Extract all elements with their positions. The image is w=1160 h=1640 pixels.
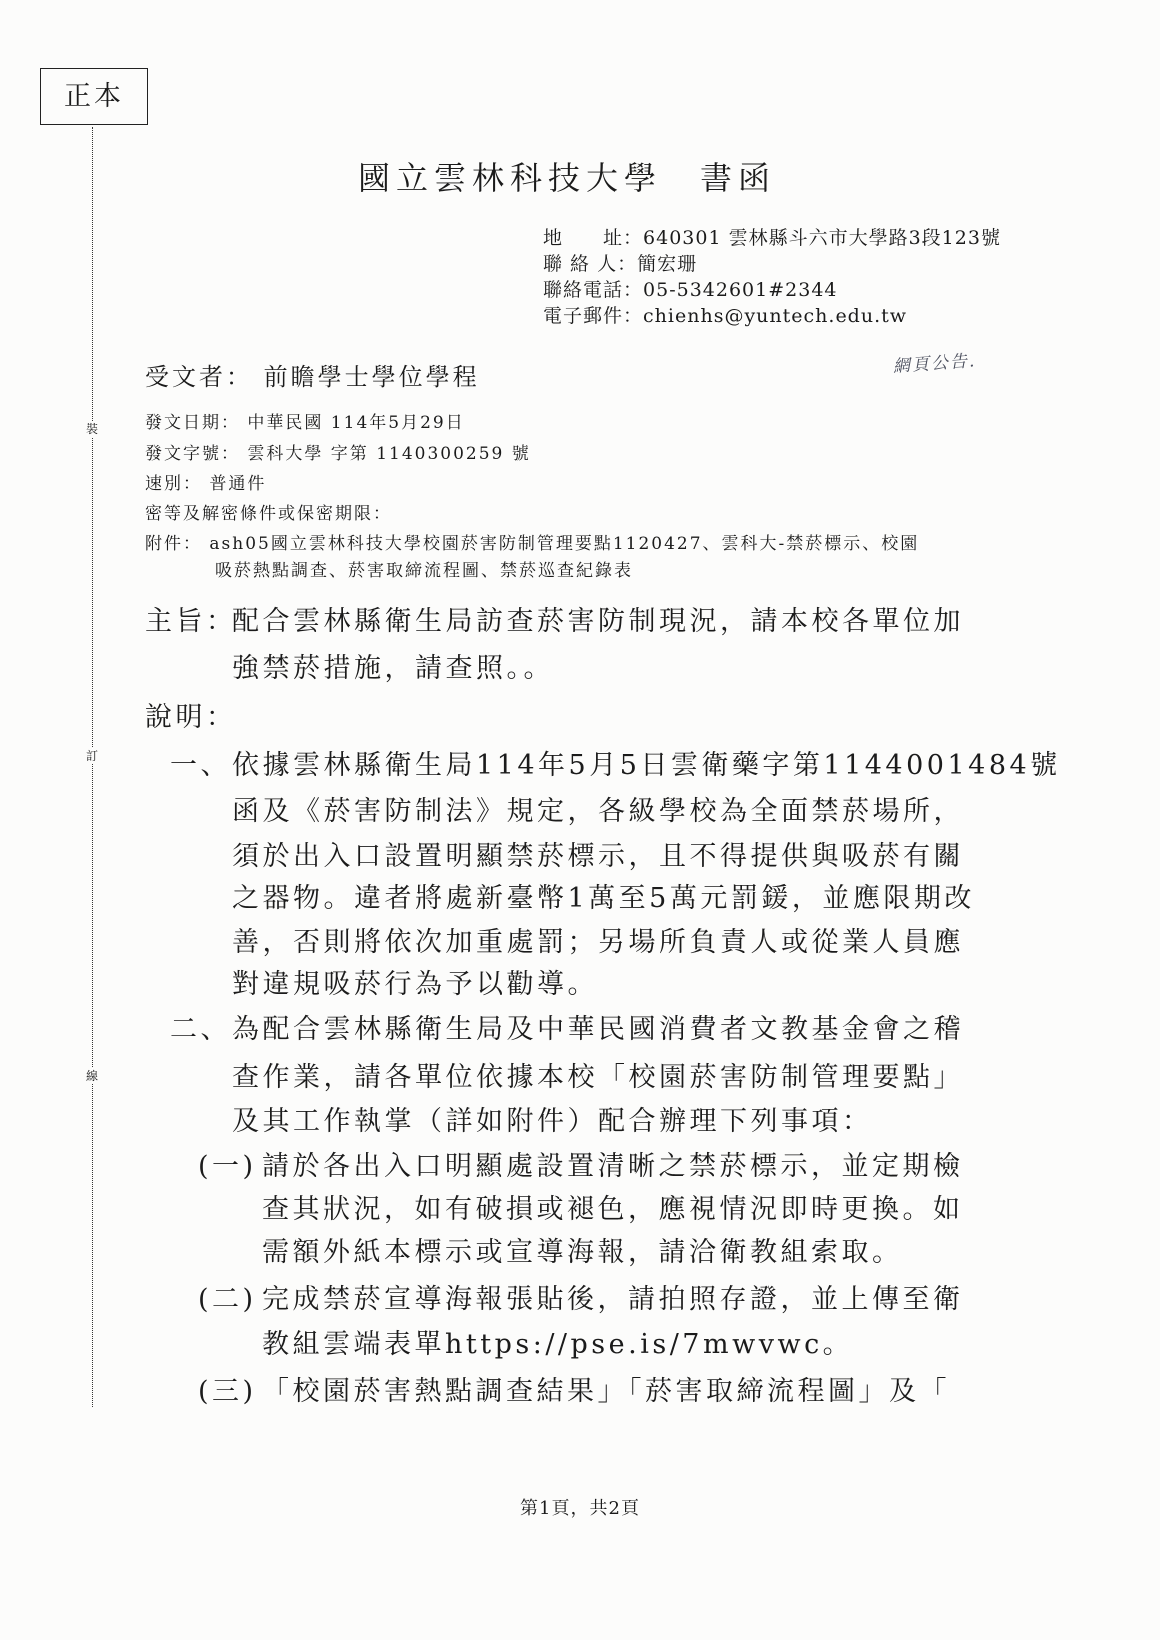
stamp-label: 正本 bbox=[64, 81, 124, 112]
item-1-line: 善，否則將依次加重處罰；另場所負責人或從業人員應 bbox=[232, 927, 964, 958]
subitem-marker: (一) bbox=[198, 1151, 257, 1182]
contact-phone-label: 聯絡電話： bbox=[543, 279, 644, 301]
urgency-label: 速別： bbox=[145, 474, 202, 494]
subject-line: 配合雲林縣衛生局訪查菸害防制現況，請本校各單位加 bbox=[232, 606, 964, 637]
contact-address bbox=[543, 229, 1001, 248]
subitem-2-line: 完成禁菸宣導海報張貼後，請拍照存證，並上傳至衛 bbox=[262, 1284, 964, 1315]
item-1-line: 須於出入口設置明顯禁菸標示，且不得提供與吸菸有關 bbox=[232, 841, 964, 872]
recipient-label: 受文者： bbox=[145, 363, 253, 391]
contact-person-value: 簡宏珊 bbox=[637, 253, 698, 275]
subitem-1-line: 需額外紙本標示或宣導海報，請洽衛教組索取。 bbox=[262, 1237, 903, 1268]
item-1-line: 之器物。違者將處新臺幣1萬至5萬元罰鍰，並應限期改 bbox=[232, 883, 975, 914]
binding-mark-ding: 訂 bbox=[86, 749, 99, 763]
item-2-line: 為配合雲林縣衛生局及中華民國消費者文教基金會之稽 bbox=[232, 1014, 964, 1045]
item-marker: 一、 bbox=[170, 750, 231, 781]
contact-address-label: 地 址： bbox=[543, 227, 644, 249]
subitem-marker: (三) bbox=[198, 1376, 257, 1407]
attachment-label: 附件： bbox=[145, 534, 202, 554]
handwritten-note: 網頁公告. bbox=[892, 351, 977, 377]
subject-line: 強禁菸措施，請查照。。 bbox=[232, 653, 554, 684]
page-number: 第1頁，共2頁 bbox=[520, 1498, 640, 1519]
item-1-line: 對違規吸菸行為予以勸導。 bbox=[232, 969, 598, 1000]
item-2-line: 查作業，請各單位依據本校「校園菸害防制管理要點」 bbox=[232, 1062, 964, 1093]
contact-phone-value: 05-5342601#2344 bbox=[643, 279, 838, 301]
item-marker: 二、 bbox=[170, 1014, 231, 1045]
contact-person-label: 聯 絡 人： bbox=[543, 253, 638, 275]
binding-mark-xian: 線 bbox=[86, 1069, 99, 1083]
issue-date bbox=[145, 415, 465, 432]
urgency-value: 普通件 bbox=[209, 474, 267, 494]
issue-number-label: 發文字號： bbox=[145, 444, 240, 464]
subitem-3-line: 「校園菸害熱點調查結果」「菸害取締流程圖」及「 bbox=[262, 1376, 950, 1407]
recipient bbox=[145, 365, 480, 389]
contact-email bbox=[543, 307, 907, 326]
attachment bbox=[145, 536, 919, 553]
item-2-line: 及其工作執掌（詳如附件）配合辦理下列事項： bbox=[232, 1106, 873, 1137]
secrecy-level: 密等及解密條件或保密期限： bbox=[145, 504, 392, 524]
explanation-label: 說明： bbox=[145, 702, 237, 733]
recipient-value: 前瞻學士學位學程 bbox=[263, 363, 480, 391]
item-1-line: 函及《菸害防制法》規定，各級學校為全面禁菸場所， bbox=[232, 796, 964, 827]
contact-email-label: 電子郵件： bbox=[543, 305, 644, 327]
subitem-marker: (二) bbox=[198, 1284, 257, 1315]
issue-date-label: 發文日期： bbox=[145, 413, 240, 433]
contact-email-value: chienhs@yuntech.edu.tw bbox=[643, 305, 908, 327]
document-title: 國立雲林科技大學 書函 bbox=[358, 159, 777, 197]
contact-phone bbox=[543, 281, 838, 300]
binding-mark-zhuang: 裝 bbox=[86, 422, 99, 436]
contact-person bbox=[543, 255, 697, 274]
issue-number-value: 雲科大學 字第 1140300259 號 bbox=[247, 444, 531, 464]
subitem-1-line: 請於各出入口明顯處設置清晰之禁菸標示，並定期檢 bbox=[262, 1151, 964, 1182]
attachment-line: ash05國立雲林科技大學校園菸害防制管理要點1120427、雲科大-禁菸標示、校園 bbox=[209, 534, 920, 554]
original-copy-stamp bbox=[40, 68, 148, 125]
item-1-line: 依據雲林縣衛生局114年5月5日雲衛藥字第1144001484號 bbox=[232, 750, 1061, 781]
issue-number bbox=[145, 446, 531, 463]
subitem-2-line: 教組雲端表單https://pse.is/7mwvwc。 bbox=[262, 1329, 854, 1360]
attachment-line: 吸菸熱點調查、菸害取締流程圖、禁菸巡查紀錄表 bbox=[215, 561, 633, 581]
issue-date-value: 中華民國 114年5月29日 bbox=[247, 413, 465, 433]
urgency bbox=[145, 476, 266, 493]
binding-dotted-line bbox=[92, 127, 93, 1407]
subitem-1-line: 查其狀況，如有破損或褪色，應視情況即時更換。如 bbox=[262, 1194, 964, 1225]
subject-label: 主旨： bbox=[145, 606, 237, 637]
contact-address-value: 640301 雲林縣斗六市大學路3段123號 bbox=[643, 227, 1001, 249]
